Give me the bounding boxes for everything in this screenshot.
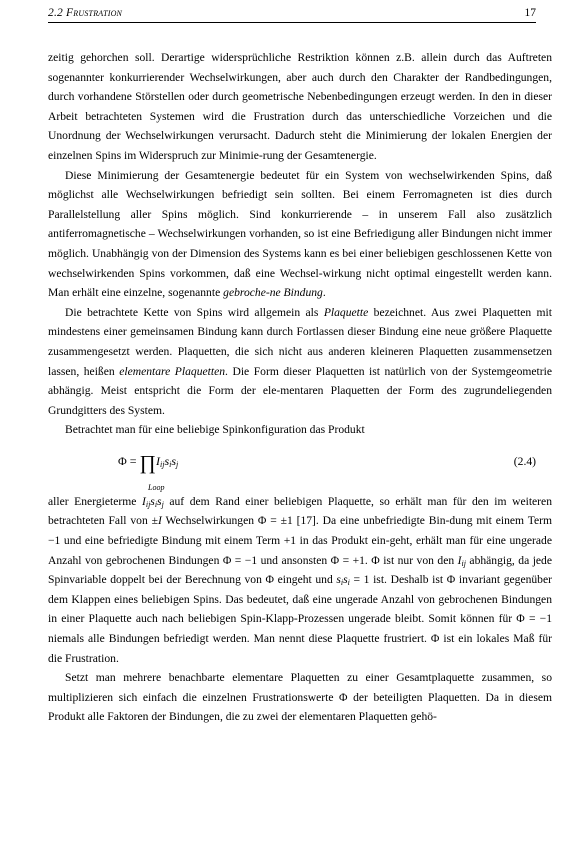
paragraph-3-text-a: Die betrachtete Kette von Spins wird allgemein als bbox=[65, 305, 319, 319]
paragraph-1: zeitig gehorchen soll. Derartige widersprüchliche Restriktion können z.B. allein durch das Auftreten sogenannter konkurrierender Wechselwirkungen, aber auch durch den Charakter der Randbedingungen, durch vorhandene Störstellen oder durch geometrische Nebenbedingungen erzeugt werden. In den in dieser Arbeit betrachteten Systemen wird die Frustration durch das unterschiedliche Vorzeichen und die Unordnung der Wechselwirkungen verursacht. Dadurch steht die Minimierung der lokalen Energien der einzelnen Spins im Widerspruch zur Minimie-rung der Gesamtenergie. bbox=[48, 51, 552, 162]
paragraph-3 bbox=[48, 303, 552, 421]
term-plaquette: Plaquette bbox=[323, 305, 369, 319]
equation-2-4 bbox=[48, 440, 552, 492]
term-elementary-plaquettes: elementare Plaquetten bbox=[119, 364, 226, 378]
section-title: 2.2 Frustration bbox=[48, 7, 123, 19]
paragraph-5: aller Energieterme $I_{ij}s_is_j$ auf dem Rand einer beliebigen Plaquette, so erhält man für den im weiteren betrachteten Fall von ±I Wechselwirkungen Φ = ±1 [17]. Da eine unbefriedigte Bin-dung mit einem Term −1 und eine befriedigte Bindung mit einem Term +1 in das Produkt ein-geht, erhält man für eine ungerade Anzahl von gebrochenen Bindungen Φ = −1 und ansonsten Φ = +1. Φ ist nur von den $I_{ij}$ abhängig, da jede Spinvariable doppelt bei der Berechnung von Φ eingeht und $s_is_i = 1$ ist. Deshalb ist Φ invariant gegenüber dem Klappen eines beliebigen Spins. Das bedeutet, daß eine ungerade Anzahl von gebrochenen Bindungen in einer Plaquette auch nach beliebigen Spin-Klapp-Prozessen ungerade bleibt. Somit können für Φ = −1 niemals alle Bindungen befriedigt werden. Man nennt diese Plaquette frustriert. Φ ist ein lokales Maß für die Frustration. bbox=[48, 494, 552, 665]
paragraph-4: Betrachtet man für eine beliebige Spinkonfiguration das Produkt bbox=[65, 423, 365, 437]
paragraph-3-text-b: bezeichnet. Aus zwei Plaquetten mit mindestens einer gemeinsamen Bindung kann durch Fortlassen dieser Bindung eine neue größere Plaquette zusammengesetzt werden. Plaquetten, die sich nicht aus anderen kleineren Plaquetten zusammensetzen lassen, heißen bbox=[48, 305, 552, 378]
running-header bbox=[48, 6, 536, 23]
term-broken-bond: gebroche-ne Bindung bbox=[223, 286, 323, 300]
paragraph-3-text-c: . Die Form dieser Plaquetten ist natürlich von der Systemgeometrie abhängig. Meist entspricht die Form der ele-mentaren Plaquetten der Form des zugrundeliegenden Grundgitters des System. bbox=[48, 364, 552, 417]
paragraph-2: Diese Minimierung der Gesamtenergie bedeutet für ein System von wechselwirkenden Spins, daß möglichst alle Wechselwirkungen befriedigt sein sollten. Bei einem Ferromagneten ist dies durch Parallelstellung aller Spins möglich. Sind konkurrierende – in unserem Fall also zusätzlich antiferromagnetische – Wechselwirkungen vorhanden, so ist eine Befriedigung aller Bindungen nicht immer möglich. Unabhängig von der Dimension des Systems kann es bei einer beliebigen geschlossenen Kette von wechselwirkenden Spins vorkommen, daß eine Wechsel-wirkung nicht optimal eingestellt werden kann. Man erhält eine einzelne, sogenannte gebroche-ne Bindung. bbox=[48, 168, 552, 300]
body-text bbox=[48, 48, 552, 727]
equation-loop-subscript: Loop bbox=[148, 482, 165, 492]
page-number: 17 bbox=[524, 7, 536, 19]
equation-number: (2.4) bbox=[513, 454, 536, 468]
equation-body: $\Phi = \prod I_{ij}s_is_j$ bbox=[118, 451, 179, 474]
paragraph-2-text: Diese Minimierung der Gesamtenergie bedeutet für ein System von wechselwirkenden Spins, daß möglichst alle Wechselwirkungen befriedigt sein sollten. Bei einem Ferromagneten ist dies durch Parallelstellung aller Spins möglich. Sind konkurrierende – in unserem Fall also zusätzlich antiferromagnetische – Wechselwirkungen vorhanden, so ist eine Befriedigung aller Bindungen nicht immer möglich. Unabhängig von der Dimension des Systems kann es bei einer beliebigen geschlossenen Kette von wechselwirkenden Spins vorkommen, daß eine Wechsel-wirkung nicht optimal eingestellt werden kann. Man erhält eine einzelne, sogenannte bbox=[48, 168, 552, 300]
paragraph-6: Setzt man mehrere benachbarte elementare Plaquetten zu einer Gesamtplaquette zusammen, so multiplizieren sich einfach die einzelnen Frustrationswerte Φ der beteiligten Plaquetten. Da in diesem Produkt alle Faktoren der Bindungen, die zu zwei der elementaren Plaquetten gehö- bbox=[48, 671, 552, 724]
